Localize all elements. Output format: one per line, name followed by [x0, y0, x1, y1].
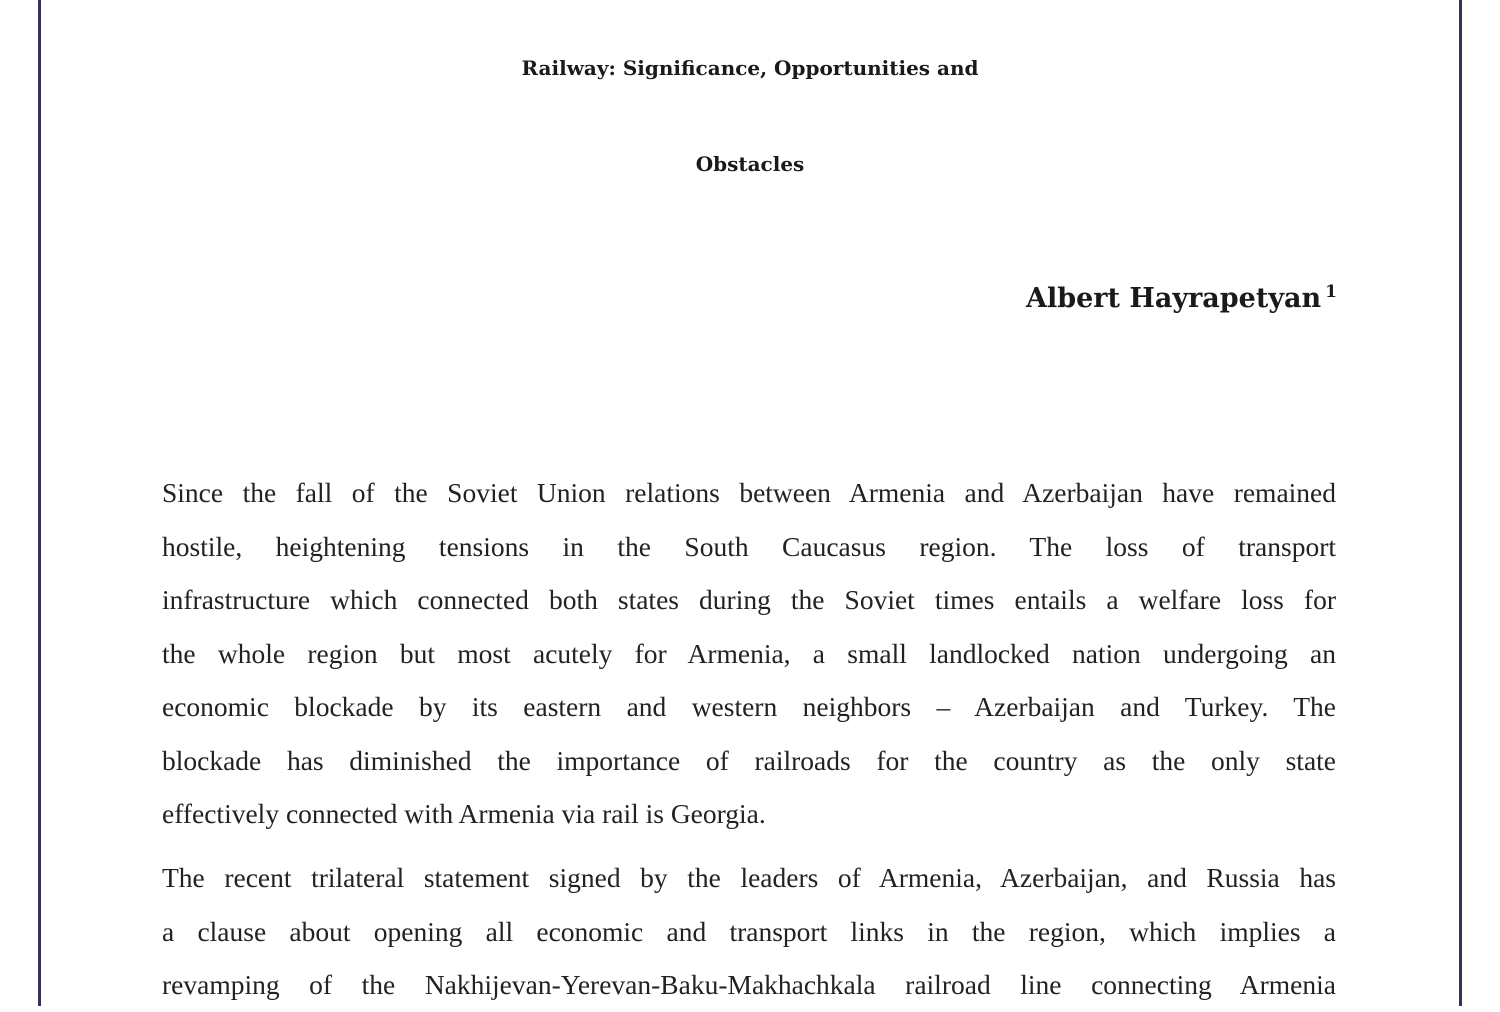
paragraph-line: a clause about opening all economic and transport links in the region, which implies a [162, 915, 1336, 947]
author-footnote-marker: 1 [1325, 282, 1337, 302]
author-name-text: Albert Hayrapetyan [1026, 283, 1322, 314]
paragraph-line: The recent trilateral statement signed by the leaders of Armenia, Azerbaijan, and Russia has [162, 862, 1336, 893]
paragraph-line: economic blockade by its eastern and western neighbors – Azerbaijan and Turkey. The [162, 691, 1336, 722]
title-line-2: Obstacles [695, 152, 805, 176]
author-name [1026, 282, 1337, 314]
body-paragraph-2 [162, 851, 1336, 1012]
paragraph-line: effectively connected with Armenia via rail is Georgia. [162, 798, 766, 829]
document-title [0, 20, 1500, 212]
paragraph-line: infrastructure which connected both states during the Soviet times entails a welfare loss for [162, 584, 1336, 615]
paragraph-line: hostile, heightening tensions in the South Caucasus region. The loss of transport [162, 530, 1336, 562]
paragraph-line: the whole region but most acutely for Armenia, a small landlocked nation undergoing an [162, 637, 1336, 669]
title-line-1: Railway: Significance, Opportunities and [521, 56, 979, 80]
body-paragraph-1 [162, 466, 1336, 841]
paragraph-line: Since the fall of the Soviet Union relations between Armenia and Azerbaijan have remained [162, 477, 1336, 508]
paragraph-line: revamping of the Nakhijevan-Yerevan-Baku-Makhachkala railroad line connecting Armenia [162, 969, 1336, 1000]
paragraph-line: blockade has diminished the importance of railroads for the country as the only state [162, 744, 1336, 776]
